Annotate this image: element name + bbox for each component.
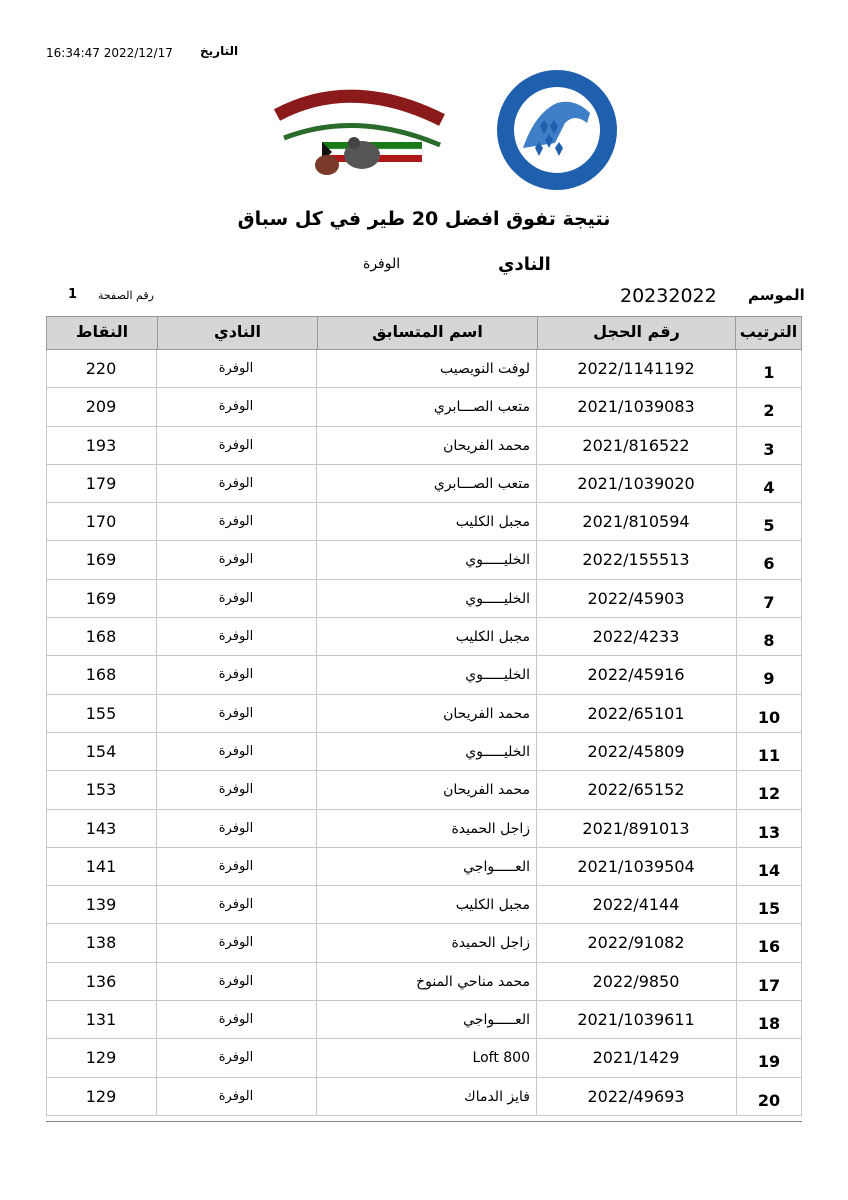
- competitor-name-cell: زاجل الحميدة: [451, 935, 530, 952]
- column-divider: [156, 1039, 157, 1077]
- column-divider: [316, 695, 317, 733]
- column-divider: [536, 580, 537, 618]
- column-divider: [316, 1039, 317, 1077]
- points-cell: 193: [85, 435, 117, 455]
- club-cell: الوفرة: [218, 514, 254, 530]
- table-row: [46, 580, 802, 618]
- column-divider: [736, 427, 737, 465]
- points-cell: 141: [85, 856, 117, 876]
- points-cell: 169: [85, 588, 117, 608]
- competitor-name-cell: لوفت النويصيب: [439, 361, 530, 377]
- column-divider: [736, 963, 737, 1001]
- column-divider: [156, 350, 157, 388]
- season-value: 20232022: [620, 285, 717, 307]
- column-divider: [536, 733, 537, 771]
- rank-cell: 8: [763, 631, 775, 651]
- column-divider: [736, 580, 737, 618]
- report-title: نتيجة تفوق افضل 20 طير في كل سباق: [237, 208, 611, 230]
- competitor-name-cell: محمد الفريحان: [443, 437, 530, 454]
- reg-number-cell: 2021/816522: [582, 435, 690, 455]
- column-divider: [46, 733, 47, 771]
- col-points-header: النقاط: [75, 322, 129, 341]
- column-divider: [156, 656, 157, 694]
- rank-cell: 3: [763, 439, 775, 459]
- competitor-name-cell: الخليـــــوي: [465, 552, 530, 569]
- club-cell: الوفرة: [218, 399, 254, 415]
- column-divider: [801, 427, 802, 465]
- rank-cell: 9: [763, 669, 775, 689]
- club-cell: الوفرة: [218, 743, 254, 759]
- points-cell: 209: [85, 397, 117, 417]
- table-row: [46, 541, 802, 579]
- column-divider: [46, 848, 47, 886]
- club-cell: الوفرة: [218, 782, 254, 798]
- column-divider: [801, 771, 802, 809]
- points-cell: 168: [85, 665, 117, 685]
- column-divider: [156, 580, 157, 618]
- column-divider: [801, 733, 802, 771]
- reg-number-cell: 2021/1039504: [577, 856, 695, 876]
- column-divider: [536, 848, 537, 886]
- table-row: [46, 427, 802, 465]
- column-divider: [736, 350, 737, 388]
- table-bottom-line: [46, 1121, 802, 1122]
- column-divider: [801, 848, 802, 886]
- column-divider: [736, 886, 737, 924]
- column-divider: [801, 656, 802, 694]
- club-value: الوفرة: [363, 256, 401, 272]
- table-row: [46, 771, 802, 809]
- column-divider: [736, 1001, 737, 1039]
- competitor-name-cell: متعب الصـــابري: [433, 475, 530, 492]
- column-divider: [736, 733, 737, 771]
- table-row: [46, 1078, 802, 1116]
- column-divider: [156, 1078, 157, 1116]
- competitor-name-cell: فايز الدماك: [464, 1088, 530, 1105]
- column-divider: [316, 848, 317, 886]
- club-cell: الوفرة: [218, 629, 254, 645]
- club-cell: الوفرة: [218, 475, 254, 491]
- column-divider: [536, 924, 537, 962]
- page-number-value: 1: [68, 287, 78, 302]
- table-row: [46, 924, 802, 962]
- column-divider: [46, 886, 47, 924]
- reg-number-cell: 2021/1429: [592, 1048, 680, 1068]
- column-divider: [156, 848, 157, 886]
- competitor-name-cell: محمد مناحي المنوخ: [416, 973, 530, 990]
- column-divider: [316, 771, 317, 809]
- column-divider: [536, 350, 537, 388]
- rank-cell: 6: [763, 554, 775, 574]
- points-cell: 155: [85, 703, 117, 723]
- reg-number-cell: 2022/155513: [582, 550, 690, 570]
- points-cell: 170: [85, 512, 117, 532]
- club-cell: الوفرة: [218, 973, 254, 989]
- reg-number-cell: 2022/1141192: [577, 359, 695, 378]
- column-divider: [536, 656, 537, 694]
- table-row: [46, 695, 802, 733]
- reg-number-cell: 2021/1039083: [577, 397, 695, 417]
- club-cell: الوفرة: [218, 858, 254, 874]
- page-number-label: رقم الصفحة: [98, 289, 154, 302]
- column-divider: [801, 886, 802, 924]
- column-divider: [801, 580, 802, 618]
- points-cell: 129: [85, 1086, 117, 1106]
- column-divider: [536, 465, 537, 503]
- column-divider: [156, 733, 157, 771]
- column-divider: [736, 695, 737, 733]
- column-divider: [316, 427, 317, 465]
- club-cell: الوفرة: [218, 1050, 254, 1066]
- column-divider: [156, 427, 157, 465]
- competitor-name-cell: Loft 800: [472, 1050, 530, 1067]
- points-cell: 179: [85, 473, 117, 493]
- reg-number-cell: 2022/4144: [592, 895, 680, 915]
- column-divider: [46, 1039, 47, 1077]
- points-cell: 220: [85, 359, 117, 378]
- rank-cell: 18: [757, 1014, 781, 1034]
- column-divider: [801, 503, 802, 541]
- column-divider: [46, 580, 47, 618]
- column-divider: [801, 350, 802, 388]
- competitor-name-cell: الخليـــــوي: [465, 667, 530, 684]
- rank-cell: 19: [757, 1052, 781, 1072]
- column-divider: [801, 924, 802, 962]
- column-divider: [736, 503, 737, 541]
- column-divider: [736, 465, 737, 503]
- column-divider: [316, 465, 317, 503]
- table-row: [46, 963, 802, 1001]
- club-cell: الوفرة: [218, 437, 254, 453]
- column-divider: [536, 810, 537, 848]
- column-divider: [801, 1039, 802, 1077]
- column-divider: [536, 541, 537, 579]
- table-row: [46, 350, 802, 388]
- competitor-name-cell: مجبل الكليب: [455, 629, 530, 646]
- club-cell: الوفرة: [218, 705, 254, 721]
- column-divider: [316, 924, 317, 962]
- reg-number-cell: 2022/91082: [587, 933, 685, 953]
- competitor-name-cell: محمد الفريحان: [443, 782, 530, 799]
- col-club-header: النادي: [157, 317, 317, 349]
- report-datetime: 16:34:47 2022/12/17: [46, 46, 173, 60]
- reg-number-cell: 2021/810594: [582, 512, 690, 532]
- column-divider: [156, 503, 157, 541]
- reg-number-cell: 2021/891013: [582, 818, 690, 838]
- column-divider: [536, 388, 537, 426]
- table-row: [46, 388, 802, 426]
- column-divider: [536, 1039, 537, 1077]
- reg-number-cell: 2022/65101: [587, 703, 685, 723]
- column-divider: [46, 503, 47, 541]
- column-divider: [156, 1001, 157, 1039]
- rank-cell: 5: [763, 516, 775, 536]
- col-name-header: اسم المتسابق: [317, 317, 537, 349]
- column-divider: [46, 924, 47, 962]
- column-divider: [46, 427, 47, 465]
- column-divider: [316, 733, 317, 771]
- column-divider: [46, 695, 47, 733]
- column-divider: [736, 771, 737, 809]
- column-divider: [736, 541, 737, 579]
- reg-number-cell: 2021/1039611: [577, 1010, 695, 1030]
- rank-cell: 17: [757, 975, 781, 995]
- rank-cell: 7: [763, 592, 775, 612]
- points-cell: 136: [85, 971, 117, 991]
- reg-number-cell: 2021/1039020: [577, 473, 695, 493]
- club-cell: الوفرة: [218, 935, 254, 951]
- column-divider: [736, 810, 737, 848]
- competitor-name-cell: زاجل الحميدة: [451, 820, 530, 837]
- points-cell: 129: [85, 1048, 117, 1068]
- column-divider: [801, 618, 802, 656]
- column-divider: [801, 465, 802, 503]
- reg-number-cell: 2022/45809: [587, 741, 685, 761]
- column-divider: [156, 388, 157, 426]
- table-row: [46, 810, 802, 848]
- table-row: [46, 465, 802, 503]
- reg-number-cell: 2022/45903: [587, 588, 685, 608]
- column-divider: [536, 695, 537, 733]
- competitor-name-cell: مجبل الكليب: [455, 897, 530, 914]
- column-divider: [536, 1078, 537, 1116]
- column-divider: [156, 963, 157, 1001]
- competitor-name-cell: الخليـــــوي: [465, 590, 530, 607]
- table-row: [46, 618, 802, 656]
- column-divider: [46, 465, 47, 503]
- reg-number-cell: 2022/49693: [587, 1086, 685, 1106]
- column-divider: [736, 618, 737, 656]
- points-cell: 154: [85, 741, 117, 761]
- competitor-name-cell: محمد الفريحان: [443, 705, 530, 722]
- column-divider: [156, 810, 157, 848]
- column-divider: [736, 848, 737, 886]
- column-divider: [316, 618, 317, 656]
- reg-number-cell: 2022/9850: [592, 971, 680, 991]
- table-row: [46, 733, 802, 771]
- table-header: [46, 316, 802, 350]
- reg-number-cell: 2022/65152: [587, 780, 685, 800]
- table-row: [46, 886, 802, 924]
- club-cell: الوفرة: [218, 667, 254, 683]
- column-divider: [736, 1078, 737, 1116]
- column-divider: [46, 963, 47, 1001]
- column-divider: [536, 618, 537, 656]
- table-row: [46, 1039, 802, 1077]
- rank-cell: 20: [757, 1090, 781, 1110]
- competitor-name-cell: مجبل الكليب: [455, 514, 530, 531]
- club-cell: الوفرة: [218, 590, 254, 606]
- column-divider: [316, 886, 317, 924]
- column-divider: [156, 695, 157, 733]
- kuwait-federation-logo: [495, 68, 619, 192]
- column-divider: [46, 541, 47, 579]
- points-cell: 143: [85, 818, 117, 838]
- column-divider: [46, 1001, 47, 1039]
- points-cell: 168: [85, 627, 117, 647]
- rank-cell: 14: [757, 860, 781, 880]
- competitor-name-cell: العـــــواجي: [463, 858, 530, 875]
- club-cell: الوفرة: [218, 1088, 254, 1104]
- column-divider: [801, 695, 802, 733]
- column-divider: [801, 1078, 802, 1116]
- reg-number-cell: 2022/45916: [587, 665, 685, 685]
- table-body: [46, 350, 802, 1116]
- club-cell: الوفرة: [218, 820, 254, 836]
- column-divider: [316, 656, 317, 694]
- column-divider: [46, 810, 47, 848]
- rank-cell: 4: [763, 477, 775, 497]
- column-divider: [46, 388, 47, 426]
- season-label: الموسم: [748, 286, 805, 304]
- points-cell: 153: [85, 780, 117, 800]
- column-divider: [736, 1039, 737, 1077]
- column-divider: [536, 771, 537, 809]
- column-divider: [801, 388, 802, 426]
- table-row: [46, 656, 802, 694]
- club-cell: الوفرة: [218, 361, 254, 376]
- column-divider: [316, 388, 317, 426]
- column-divider: [316, 541, 317, 579]
- rank-cell: 1: [763, 363, 775, 382]
- column-divider: [536, 427, 537, 465]
- column-divider: [536, 886, 537, 924]
- points-cell: 131: [85, 1010, 117, 1030]
- column-divider: [46, 771, 47, 809]
- table-row: [46, 503, 802, 541]
- column-divider: [46, 1078, 47, 1116]
- column-divider: [736, 924, 737, 962]
- rank-cell: 10: [757, 707, 781, 727]
- points-cell: 138: [85, 933, 117, 953]
- column-divider: [156, 465, 157, 503]
- column-divider: [316, 810, 317, 848]
- date-label: التاريخ: [200, 44, 239, 58]
- column-divider: [801, 810, 802, 848]
- column-divider: [46, 656, 47, 694]
- column-divider: [316, 350, 317, 388]
- rank-cell: 11: [757, 745, 781, 765]
- column-divider: [316, 1078, 317, 1116]
- rank-cell: 2: [763, 401, 775, 421]
- column-divider: [156, 924, 157, 962]
- col-reg-header: رقم الحجل: [537, 317, 735, 349]
- column-divider: [316, 580, 317, 618]
- column-divider: [316, 1001, 317, 1039]
- column-divider: [156, 886, 157, 924]
- column-divider: [46, 350, 47, 388]
- column-divider: [801, 541, 802, 579]
- column-divider: [316, 963, 317, 1001]
- column-divider: [536, 503, 537, 541]
- reg-number-cell: 2022/4233: [592, 627, 680, 647]
- rank-cell: 13: [757, 822, 781, 842]
- col-rank-header: الترتيب: [735, 317, 801, 349]
- competitor-name-cell: متعب الصـــابري: [433, 399, 530, 416]
- rank-cell: 12: [757, 784, 781, 804]
- column-divider: [156, 618, 157, 656]
- club-cell: الوفرة: [218, 897, 254, 913]
- rank-cell: 15: [757, 899, 781, 919]
- club-label: النادي: [498, 254, 551, 275]
- column-divider: [801, 963, 802, 1001]
- competitor-name-cell: الخليـــــوي: [465, 743, 530, 760]
- points-cell: 169: [85, 550, 117, 570]
- club-cell: الوفرة: [218, 552, 254, 568]
- points-cell: 139: [85, 895, 117, 915]
- row-divider: [46, 1115, 802, 1116]
- column-divider: [536, 963, 537, 1001]
- table-row: [46, 848, 802, 886]
- table-row: [46, 1001, 802, 1039]
- column-divider: [536, 1001, 537, 1039]
- column-divider: [736, 388, 737, 426]
- results-table: [46, 316, 802, 1116]
- competitor-name-cell: العـــــواجي: [463, 1012, 530, 1029]
- column-divider: [156, 541, 157, 579]
- column-divider: [46, 618, 47, 656]
- column-divider: [736, 656, 737, 694]
- kuwait-racing-pigeon-club-logo: [262, 80, 452, 190]
- club-cell: الوفرة: [218, 1012, 254, 1028]
- rank-cell: 16: [757, 937, 781, 957]
- column-divider: [156, 771, 157, 809]
- column-divider: [316, 503, 317, 541]
- column-divider: [801, 1001, 802, 1039]
